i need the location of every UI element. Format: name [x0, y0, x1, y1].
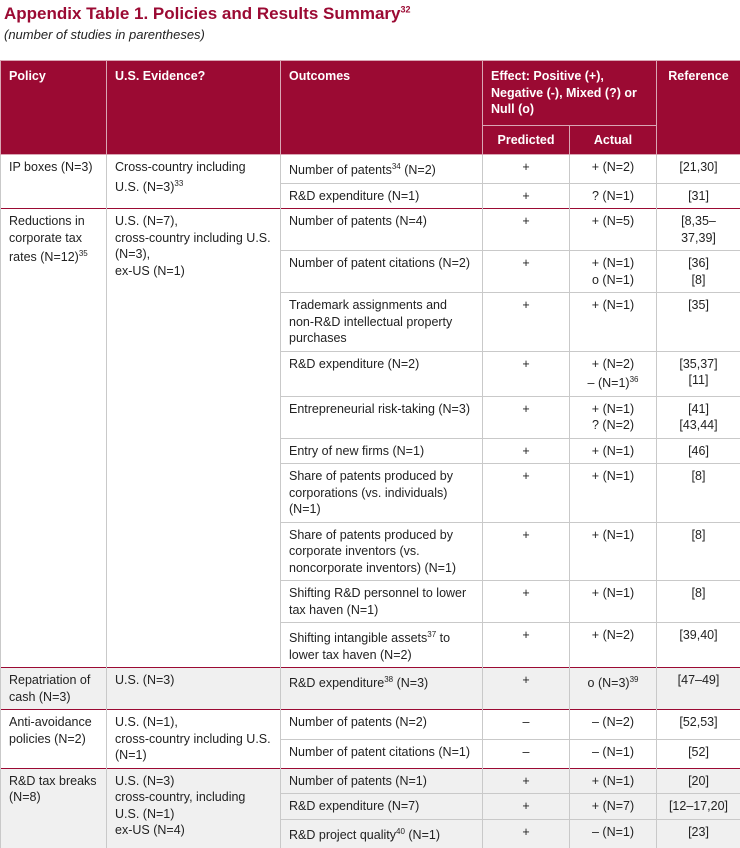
- policy-cell: Repatriation of cash (N=3): [1, 668, 107, 710]
- evidence-cell: [107, 155, 281, 209]
- outcome-cell: [281, 819, 483, 847]
- predicted-cell: +: [483, 396, 570, 438]
- actual-cell: – (N=1): [570, 819, 657, 847]
- policy-cell: Anti-avoidance policies (N=2): [1, 710, 107, 769]
- actual-cell: + (N=1): [570, 768, 657, 794]
- reference-cell: [52,53]: [657, 710, 740, 739]
- actual-cell: [570, 251, 657, 293]
- reference-cell: [47–49]: [657, 668, 740, 710]
- policy-cell: IP boxes (N=3): [1, 155, 107, 209]
- footnote: 35: [79, 249, 88, 258]
- outcome-count: (N=2): [401, 163, 436, 177]
- footnote: 36: [630, 375, 639, 384]
- actual-cell: + (N=5): [570, 209, 657, 251]
- predicted-cell: +: [483, 209, 570, 251]
- actual-text: – (N=1): [588, 376, 630, 390]
- predicted-cell: +: [483, 183, 570, 209]
- predicted-cell: –: [483, 739, 570, 768]
- predicted-cell: +: [483, 668, 570, 710]
- outcome-cell: Share of patents produced by corporations (vs. individuals) (N=1): [281, 464, 483, 523]
- evidence-cell: [107, 768, 281, 847]
- footnote: 40: [396, 827, 405, 836]
- actual-cell: + (N=1): [570, 464, 657, 523]
- predicted-cell: +: [483, 293, 570, 352]
- actual-text: o (N=3): [588, 677, 630, 691]
- actual-cell: + (N=1): [570, 438, 657, 464]
- actual-line: [578, 372, 648, 392]
- table-title-text: Appendix Table 1. Policies and Results Summary: [4, 4, 400, 23]
- reference-line: [43,44]: [665, 417, 732, 434]
- reference-line: [41]: [665, 401, 732, 418]
- outcome-text: R&D expenditure: [289, 677, 384, 691]
- actual-line: ? (N=2): [578, 417, 648, 434]
- outcome-count: (N=3): [393, 677, 428, 691]
- outcome-cell: [281, 623, 483, 668]
- predicted-cell: +: [483, 623, 570, 668]
- reference-cell: [8,35–37,39]: [657, 209, 740, 251]
- policy-cell: [1, 209, 107, 668]
- predicted-cell: +: [483, 438, 570, 464]
- reference-line: [11]: [665, 372, 732, 389]
- actual-line: + (N=1): [578, 401, 648, 418]
- actual-line: o (N=1): [578, 272, 648, 289]
- evidence-cell: [107, 209, 281, 668]
- reference-cell: [657, 251, 740, 293]
- reference-cell: [8]: [657, 464, 740, 523]
- outcome-count: (N=1): [405, 828, 440, 842]
- reference-cell: [31]: [657, 183, 740, 209]
- reference-line: [8]: [665, 272, 732, 289]
- title-footnote: 32: [400, 4, 410, 14]
- evidence-line: U.S. (N=1),: [115, 714, 272, 731]
- evidence-line: U.S. (N=7),: [115, 213, 272, 230]
- predicted-cell: +: [483, 581, 570, 623]
- predicted-cell: +: [483, 794, 570, 820]
- header-outcomes: Outcomes: [281, 61, 483, 155]
- actual-cell: – (N=1): [570, 739, 657, 768]
- reference-line: [36]: [665, 255, 732, 272]
- policy-text: Reductions in corporate tax rates (N=12): [9, 214, 85, 264]
- outcome-cell: R&D expenditure (N=2): [281, 351, 483, 396]
- evidence-line: cross-country, including U.S. (N=1): [115, 789, 272, 822]
- outcome-text: R&D project quality: [289, 828, 396, 842]
- evidence-cell: [107, 710, 281, 769]
- header-reference: Reference: [657, 61, 740, 155]
- header-predicted: Predicted: [483, 125, 570, 155]
- reference-cell: [46]: [657, 438, 740, 464]
- outcome-cell: Trademark assignments and non-R&D intellectual property purchases: [281, 293, 483, 352]
- actual-cell: + (N=7): [570, 794, 657, 820]
- predicted-cell: +: [483, 464, 570, 523]
- reference-cell: [20]: [657, 768, 740, 794]
- policy-cell: R&D tax breaks (N=8): [1, 768, 107, 847]
- actual-cell: ? (N=1): [570, 183, 657, 209]
- reference-cell: [8]: [657, 581, 740, 623]
- footnote: 34: [392, 162, 401, 171]
- outcome-cell: Shifting R&D personnel to lower tax haven (N=1): [281, 581, 483, 623]
- table-row: [1, 209, 740, 251]
- outcome-cell: [281, 668, 483, 710]
- predicted-cell: +: [483, 155, 570, 184]
- outcome-cell: R&D expenditure (N=7): [281, 794, 483, 820]
- actual-cell: + (N=1): [570, 522, 657, 581]
- reference-cell: [23]: [657, 819, 740, 847]
- table-row: [1, 710, 740, 739]
- evidence-text: Cross-country including U.S. (N=3): [115, 160, 246, 194]
- outcome-cell: Entrepreneurial risk-taking (N=3): [281, 396, 483, 438]
- table-row: [1, 668, 740, 710]
- actual-cell: [570, 396, 657, 438]
- table-subtitle: (number of studies in parentheses): [4, 27, 205, 42]
- header-evidence: U.S. Evidence?: [107, 61, 281, 155]
- outcome-cell: R&D expenditure (N=1): [281, 183, 483, 209]
- header-effect: Effect: Positive (+), Negative (-), Mixed (?) or Null (o): [483, 61, 657, 126]
- footnote: 39: [630, 675, 639, 684]
- actual-cell: [570, 668, 657, 710]
- reference-cell: [39,40]: [657, 623, 740, 668]
- actual-cell: + (N=1): [570, 293, 657, 352]
- header-actual: Actual: [570, 125, 657, 155]
- predicted-cell: –: [483, 710, 570, 739]
- predicted-cell: +: [483, 768, 570, 794]
- actual-cell: + (N=2): [570, 155, 657, 184]
- table-title: [4, 4, 411, 24]
- footnote: 37: [427, 630, 436, 639]
- outcome-text: Number of patents: [289, 163, 392, 177]
- reference-line: [35,37]: [665, 356, 732, 373]
- outcome-cell: Number of patents (N=2): [281, 710, 483, 739]
- outcome-cell: [281, 155, 483, 184]
- outcome-text-tail: to lower tax haven (N=2): [289, 631, 450, 662]
- outcome-text: Shifting intangible assets: [289, 631, 427, 645]
- predicted-cell: +: [483, 522, 570, 581]
- actual-line: + (N=1): [578, 255, 648, 272]
- table-row: [1, 768, 740, 794]
- footnote: 33: [174, 179, 183, 188]
- evidence-line: cross-country including U.S. (N=3),: [115, 230, 272, 263]
- table-row: [1, 155, 740, 184]
- footnote: 38: [384, 675, 393, 684]
- actual-cell: – (N=2): [570, 710, 657, 739]
- header-policy: Policy: [1, 61, 107, 155]
- evidence-cell: U.S. (N=3): [107, 668, 281, 710]
- outcome-cell: Number of patents (N=1): [281, 768, 483, 794]
- evidence-line: cross-country including U.S. (N=1): [115, 731, 272, 764]
- reference-cell: [35]: [657, 293, 740, 352]
- actual-line: + (N=2): [578, 356, 648, 373]
- policies-table: [0, 60, 740, 848]
- reference-cell: [12–17,20]: [657, 794, 740, 820]
- outcome-cell: Number of patent citations (N=1): [281, 739, 483, 768]
- outcome-cell: Number of patents (N=4): [281, 209, 483, 251]
- reference-cell: [21,30]: [657, 155, 740, 184]
- predicted-cell: +: [483, 351, 570, 396]
- evidence-line: ex-US (N=4): [115, 822, 272, 839]
- reference-cell: [657, 396, 740, 438]
- outcome-cell: Share of patents produced by corporate inventors (vs. noncorporate inventors) (N=1): [281, 522, 483, 581]
- reference-cell: [52]: [657, 739, 740, 768]
- outcome-cell: Entry of new firms (N=1): [281, 438, 483, 464]
- reference-cell: [8]: [657, 522, 740, 581]
- evidence-line: ex-US (N=1): [115, 263, 272, 280]
- predicted-cell: +: [483, 251, 570, 293]
- actual-cell: [570, 351, 657, 396]
- evidence-line: U.S. (N=3): [115, 773, 272, 790]
- actual-cell: + (N=1): [570, 581, 657, 623]
- reference-cell: [657, 351, 740, 396]
- actual-cell: + (N=2): [570, 623, 657, 668]
- predicted-cell: +: [483, 819, 570, 847]
- outcome-cell: Number of patent citations (N=2): [281, 251, 483, 293]
